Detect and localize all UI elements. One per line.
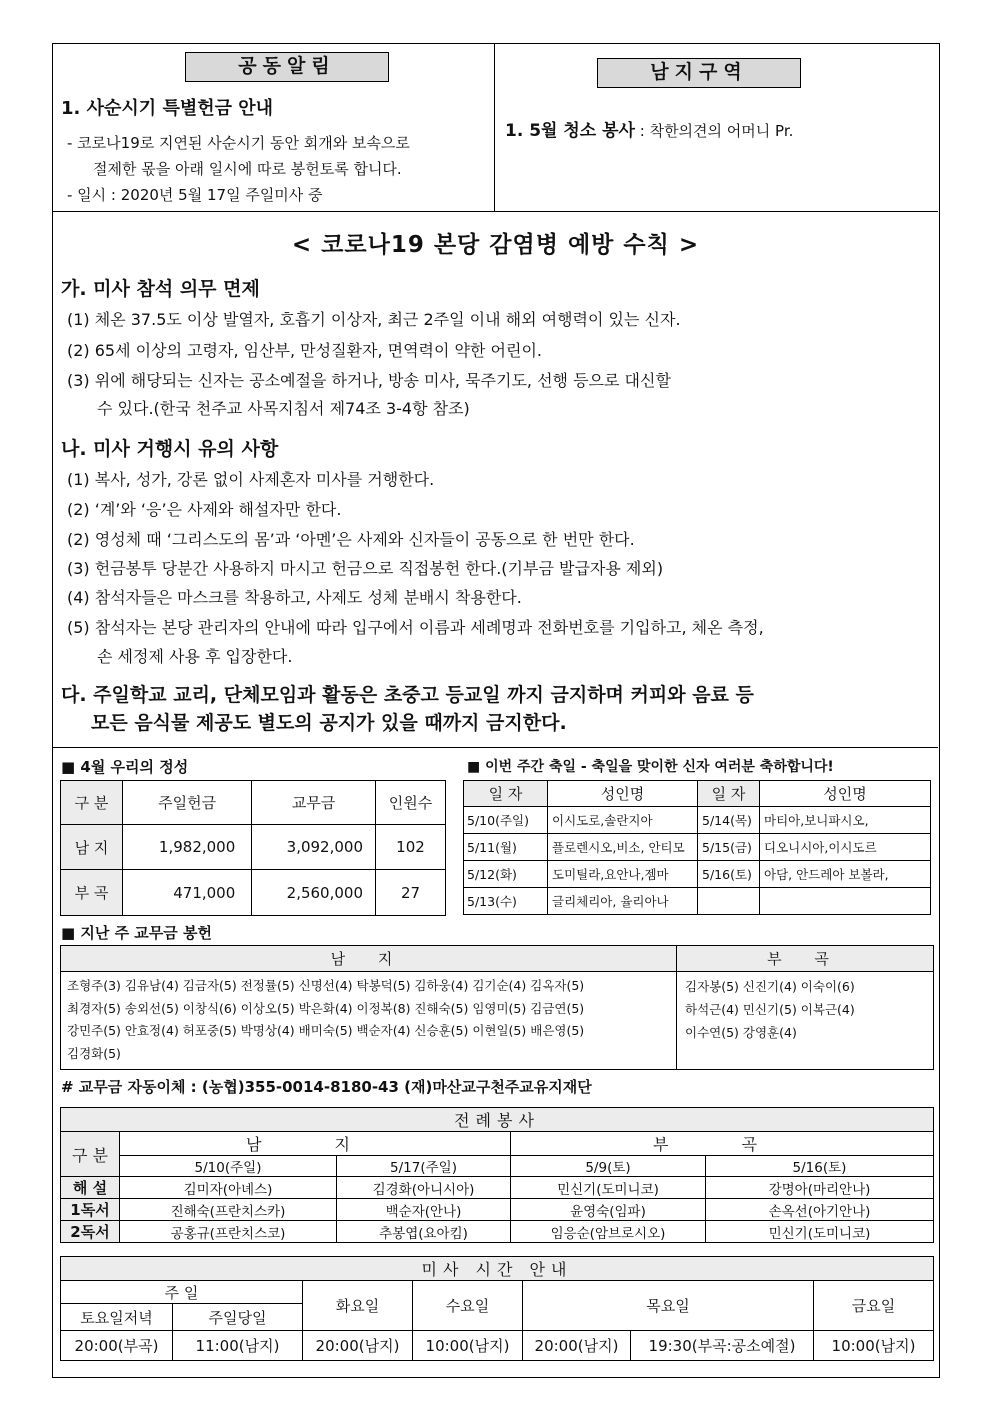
liturgy-cell: 김경화(아니시아)	[337, 1177, 511, 1199]
feast-header-date-2: 일 자	[698, 781, 760, 807]
mass-time: 19:30(부곡:공소예절)	[631, 1331, 814, 1361]
dues-col-namji: 남 지	[61, 946, 677, 972]
rule-a3-cont: 수 있다.(한국 천주교 사목지침서 제74조 3-4항 참조)	[97, 399, 470, 418]
district-item	[505, 116, 793, 141]
feast-saint: 디오니시아,이시도르	[760, 834, 931, 861]
rule-b5: (4) 참석자들은 마스크를 착용하고, 사제도 성체 분배시 착용한다.	[67, 588, 522, 607]
notice-line-1: - 코로나19로 지연된 사순시기 동안 회개와 보속으로	[67, 134, 410, 152]
table-row	[464, 861, 931, 888]
feast-date: 5/11(월)	[464, 834, 548, 861]
feast-saint: 마티아,보니파시오,	[760, 807, 931, 834]
rule-c-line-1: 다. 주일학교 교리, 단체모임과 활동은 초중고 등교일 까지 금지하며 커피와 음료 등	[61, 684, 754, 706]
joint-notice	[53, 44, 495, 212]
dues-transfer-info: # 교무금 자동이체 : (농협)355-0014-8180-43 (재)마산교구천주교유지재단	[61, 1078, 592, 1096]
feast-saint: 이시도로,솔란지아	[548, 807, 698, 834]
covid-rules	[53, 212, 938, 748]
dues-title: ■ 지난 주 교무금 봉헌	[61, 924, 212, 942]
feast-saint: 플로렌시오,비소, 안티모	[548, 834, 698, 861]
liturgy-date: 5/16(토)	[706, 1156, 934, 1177]
mass-fri-header: 금요일	[814, 1281, 934, 1331]
offering-dues-value: 2,560,000	[252, 870, 376, 916]
table-row	[61, 870, 446, 916]
rules-title: < 코로나19 본당 감염병 예방 수칙 >	[291, 232, 700, 258]
feast-date	[698, 888, 760, 915]
offering-dues-value: 3,092,000	[252, 825, 376, 870]
liturgy-date: 5/9(토)	[511, 1156, 706, 1177]
rule-a3: (3) 위에 해당되는 신자는 공소예절을 하거나, 방송 미사, 묵주기도, 선행 등으로 대신할	[67, 371, 671, 390]
rules-section-b: 나. 미사 거행시 유의 사항	[61, 438, 279, 460]
dues-names-line: 이수연(5) 강영훈(4)	[685, 1025, 797, 1040]
district-item-bold: 1. 5월 청소 봉사	[505, 121, 635, 141]
mass-tue-header: 화요일	[303, 1281, 413, 1331]
notice-item-title: 1. 사순시기 특별헌금 안내	[61, 98, 274, 119]
table-row	[61, 825, 446, 870]
district-notice	[495, 44, 938, 212]
liturgy-role: 1독서	[61, 1199, 120, 1221]
liturgy-cell: 민신기(도미니코)	[511, 1177, 706, 1199]
offering-header-dues: 교무금	[252, 781, 376, 825]
rule-b3: (2) 영성체 때 ‘그리스도의 몸’과 ‘아멘’은 사제와 신자들이 공동으로 한 번만 한다.	[67, 530, 635, 549]
feast-header-date-1: 일 자	[464, 781, 548, 807]
table-row	[464, 834, 931, 861]
liturgy-date: 5/17(주일)	[337, 1156, 511, 1177]
mass-thu-header: 목요일	[523, 1281, 814, 1331]
offering-count-value: 102	[376, 825, 446, 870]
district-item-rest: : 착한의견의 어머니 Pr.	[634, 122, 794, 140]
mass-sun-day-header: 주일당일	[173, 1304, 303, 1331]
feast-date: 5/10(주일)	[464, 807, 548, 834]
liturgy-role: 2독서	[61, 1221, 120, 1243]
dues-table	[60, 945, 934, 1070]
rule-b2: (2) ‘계’와 ‘응’은 사제와 해설자만 한다.	[67, 500, 342, 519]
feast-saint: 도미틸라,요안나,젬마	[548, 861, 698, 888]
liturgy-date: 5/10(주일)	[120, 1156, 337, 1177]
notice-line-2: 절제한 몫을 아래 일시에 따로 봉헌토록 합니다.	[93, 160, 402, 178]
feast-saint	[760, 888, 931, 915]
mass-time: 10:00(남지)	[413, 1331, 523, 1361]
joint-notice-header: 공동알림	[185, 52, 389, 82]
liturgy-gubun: 구 분	[61, 1132, 120, 1177]
offering-row-label: 남 지	[61, 825, 123, 870]
feast-table	[463, 780, 931, 915]
feast-date: 5/15(금)	[698, 834, 760, 861]
mass-time: 20:00(부곡)	[61, 1331, 173, 1361]
offering-count-value: 27	[376, 870, 446, 916]
liturgy-cell: 민신기(도미니코)	[706, 1221, 934, 1243]
table-row	[464, 807, 931, 834]
feast-title: ■ 이번 주간 축일 - 축일을 맞이한 신자 여러분 축하합니다!	[467, 759, 834, 775]
rule-b6-cont: 손 세정제 사용 후 입장한다.	[97, 647, 293, 666]
feast-header-saint-1: 성인명	[548, 781, 698, 807]
liturgy-cell: 김미자(아녜스)	[120, 1177, 337, 1199]
dues-names-line: 하석근(4) 민신기(5) 이복근(4)	[685, 1002, 855, 1017]
offering-table	[60, 780, 446, 916]
notice-line-3: - 일시 : 2020년 5월 17일 주일미사 중	[67, 186, 323, 204]
liturgy-cell: 손옥선(아기안나)	[706, 1199, 934, 1221]
feast-header-saint-2: 성인명	[760, 781, 931, 807]
rule-b1: (1) 복사, 성가, 강론 없이 사제혼자 미사를 거행한다.	[67, 470, 435, 489]
feast-date: 5/14(목)	[698, 807, 760, 834]
liturgy-bugok: 부 곡	[511, 1132, 934, 1156]
table-row	[464, 888, 931, 915]
mass-sat-eve-header: 토요일저녁	[61, 1304, 173, 1331]
dues-names-line: 김경화(5)	[67, 1045, 121, 1061]
liturgy-namji: 남 지	[120, 1132, 511, 1156]
mass-wed-header: 수요일	[413, 1281, 523, 1331]
mass-time: 10:00(남지)	[814, 1331, 934, 1361]
table-row	[61, 1177, 934, 1199]
rule-c-line-2: 모든 음식물 제공도 별도의 공지가 있을 때까지 금지한다.	[91, 712, 567, 734]
liturgy-table	[60, 1107, 934, 1243]
rule-b6: (5) 참석자는 본당 관리자의 안내에 따라 입구에서 이름과 세례명과 전화번호를 기입하고, 체온 측정,	[67, 618, 764, 637]
mass-title: 미사 시간 안내	[61, 1257, 934, 1281]
feast-saint: 글리체리아, 율리아나	[548, 888, 698, 915]
mass-times-table	[60, 1256, 934, 1361]
dues-names-line: 강민주(5) 안효정(4) 허포중(5) 박명상(4) 배미숙(5) 백순자(4) 신승훈(5) 이현일(5) 배은영(5)	[67, 1023, 585, 1038]
liturgy-cell: 진해숙(프란치스카)	[120, 1199, 337, 1221]
rule-b4: (3) 헌금봉투 당분간 사용하지 마시고 헌금으로 직접봉헌 한다.(기부금 발급자용 제외)	[67, 559, 664, 578]
liturgy-cell: 공홍규(프란치스코)	[120, 1221, 337, 1243]
mass-time: 20:00(남지)	[523, 1331, 631, 1361]
liturgy-cell: 추봉엽(요아킴)	[337, 1221, 511, 1243]
mass-sunday-header: 주 일	[61, 1281, 303, 1304]
liturgy-role: 해 설	[61, 1177, 120, 1199]
dues-col-bugok: 부 곡	[677, 946, 934, 972]
top-section	[53, 44, 938, 212]
feast-saint: 아담, 안드레아 보볼라,	[760, 861, 931, 888]
district-header: 남지구역	[597, 58, 801, 88]
liturgy-cell: 윤영숙(임파)	[511, 1199, 706, 1221]
dues-bugok-names	[677, 972, 934, 1070]
dues-names-line: 김자봉(5) 신진기(4) 이숙이(6)	[685, 979, 855, 994]
offering-row-label: 부 곡	[61, 870, 123, 916]
rules-section-a: 가. 미사 참석 의무 면제	[61, 278, 260, 300]
mass-time: 11:00(남지)	[173, 1331, 303, 1361]
table-row	[61, 1221, 934, 1243]
mass-time: 20:00(남지)	[303, 1331, 413, 1361]
table-row	[61, 1331, 934, 1361]
offering-title: ■ 4월 우리의 정성	[61, 758, 189, 776]
liturgy-cell: 백순자(안나)	[337, 1199, 511, 1221]
liturgy-cell: 임응순(암브로시오)	[511, 1221, 706, 1243]
feast-date: 5/12(화)	[464, 861, 548, 888]
offering-header-sunday: 주일헌금	[123, 781, 252, 825]
rule-a1: (1) 체온 37.5도 이상 발열자, 호흡기 이상자, 최근 2주일 이내 해외 여행력이 있는 신자.	[67, 310, 681, 329]
offering-header-count: 인원수	[376, 781, 446, 825]
dues-names-line: 최경자(5) 송외선(5) 이창식(6) 이상오(5) 박은화(4) 이정복(8) 진해숙(5) 임영미(5) 김금연(5)	[67, 1000, 585, 1016]
rule-a2: (2) 65세 이상의 고령자, 임산부, 만성질환자, 면역력이 약한 어린이.	[67, 341, 542, 360]
liturgy-title: 전례봉사	[61, 1108, 934, 1132]
offering-header-gubun: 구 분	[61, 781, 123, 825]
dues-names-line: 조형주(3) 김유남(4) 김금자(5) 전정률(5) 신명선(4) 탁봉덕(5) 김하웅(4) 김기순(4) 김옥자(5)	[67, 978, 585, 993]
offering-sunday-value: 1,982,000	[123, 825, 252, 870]
feast-date: 5/13(수)	[464, 888, 548, 915]
liturgy-cell: 강명아(마리안나)	[706, 1177, 934, 1199]
feast-date: 5/16(토)	[698, 861, 760, 888]
bulletin-page	[52, 43, 940, 1378]
dues-namji-names	[61, 972, 677, 1070]
offering-sunday-value: 471,000	[123, 870, 252, 916]
table-row	[61, 1199, 934, 1221]
